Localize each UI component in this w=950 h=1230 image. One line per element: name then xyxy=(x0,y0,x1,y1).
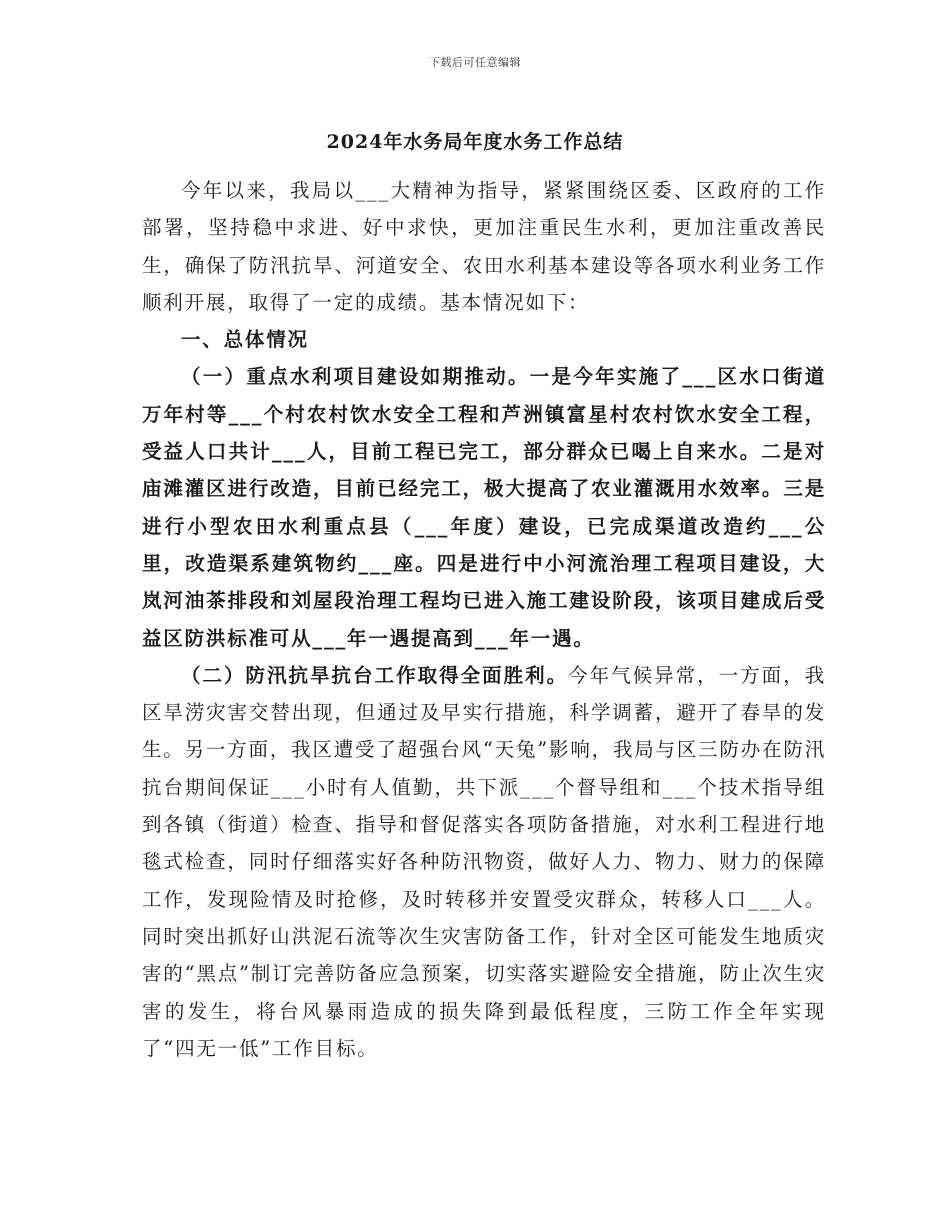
item-2-body: 今年气候异常，一方面，我区旱涝灾害交替出现，但通过及早实行措施，科学调蓄，避开了春旱的发生。另一方面，我区遭受了超强台风“天兔”影响，我局与区三防办在防汛抗台期间保证___小时有人值勤，共下派___个督导组和___个技术指导组到各镇（街道）检查、指导和督促落实各项防备措施，对水利工程进行地毯式检查，同时仔细落实好各种防汛物资，做好人力、物力、财力的保障工作，发现险情及时抢修，及时转移并安置受灾群众，转移人口___人。同时突出抓好山洪泥石流等次生灾害防备工作，针对全区可能发生地质灾害的“黑点”制订完善防备应急预案，切实落实避险安全措施，防止次生灾害的发生，将台风暴雨造成的损失降到最低程度，三防工作全年实现了“四无一低”工作目标。 xyxy=(142,663,826,1060)
item-1-paragraph: （一）重点水利项目建设如期推动。一是今年实施了___区水口街道万年村等___个村农村饮水安全工程和芦洲镇富星村农村饮水安全工程，受益人口共计___人，目前工程已完工，部分群众已喝上自来水。二是对庙滩灌区进行改造，目前已经完工，极大提高了农业灌溉用水效率。三是进行小型农田水利重点县（___年度）建设，已完成渠道改造约___公里，改造渠系建筑物约___座。四是进行中小河流治理工程项目建设，大岚河油茶排段和刘屋段治理工程均已进入施工建设阶段，该项目建成后受益区防洪标准可从___年一遇提高到___年一遇。 xyxy=(142,365,826,650)
document-title: 2024年水务局年度水务工作总结 xyxy=(326,131,624,153)
document-body xyxy=(142,172,826,1067)
item-2-heading: （二）防汛抗旱抗台工作取得全面胜利。 xyxy=(181,663,569,687)
intro-paragraph: 今年以来，我局以___大精神为指导，紧紧围绕区委、区政府的工作部署，坚持稳中求进、好中求快，更加注重民生水利，更加注重改善民生，确保了防汛抗旱、河道安全、农田水利基本建设等各项水利业务工作顺利开展，取得了一定的成绩。基本情况如下： xyxy=(142,179,826,314)
section-heading-overview: 一、总体情况 xyxy=(181,328,309,352)
item-2-paragraph xyxy=(142,657,826,1067)
header-note: 下载后可任意编辑 xyxy=(429,56,521,69)
